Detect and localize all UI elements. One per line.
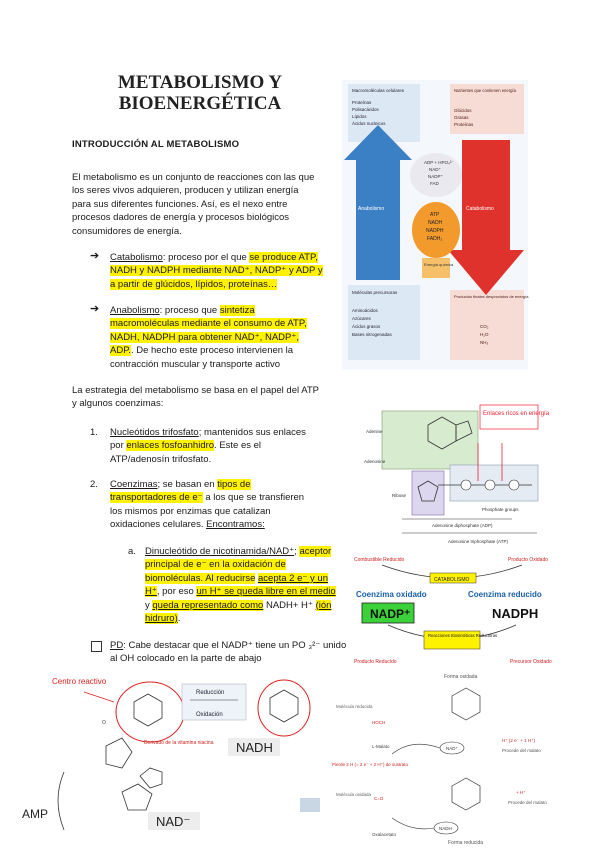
item-a-text-5: . <box>177 613 181 625</box>
item-2-term: Coenzimas <box>110 479 158 490</box>
forma-reducida-label: Forma reducida <box>448 840 484 846</box>
svg-text:NADH: NADH <box>439 826 452 831</box>
item-a-underline-3: queda representado como <box>152 599 264 611</box>
adenine-box <box>382 411 478 469</box>
nad-label: NAD⁻ <box>156 814 191 829</box>
catabolismo-text: : proceso por el que <box>162 252 250 263</box>
item-1-number: 1. <box>90 427 98 438</box>
reactive-center-circle <box>258 680 310 736</box>
note-checkbox[interactable] <box>91 641 102 652</box>
product-reduced-label: Producto Reducido <box>354 659 397 665</box>
macro-item: Proteínas <box>352 100 372 105</box>
cofactor-label: FADH₂ <box>427 236 443 242</box>
item-a-underline-1: acepta 2 e⁻ y un H⁺ <box>145 572 328 598</box>
item-1-text: ; mantenidos sus enlaces por <box>110 427 306 452</box>
product-item: CO₂ <box>480 324 489 329</box>
coenzyme-oxidized-label: Coenzima oxidado <box>356 590 427 599</box>
energy-label-box <box>480 405 538 429</box>
nad-ring-icon <box>452 688 480 720</box>
intro-paragraph: El metabolismo es un conjunto de reacciones con las que los seres vivos adquieren, producen y utilizan energía para sus diferentes funciones. Así, es el nexo entre procesos dadores de energía y procesos biológicos consumidores de energía. <box>72 172 315 237</box>
catabolismo-highlight: se produce ATP, NADH y NADPH mediante NAD⁺, NADP⁺ y ADP y a partir de glúcidos, lípidos, proteínas… <box>110 252 323 290</box>
ribose-ring-icon <box>106 738 132 768</box>
title-line-1: METABOLISMO Y <box>117 72 283 93</box>
adenine-label: Adenine <box>366 429 383 434</box>
precursors-box <box>348 285 420 360</box>
reactions-label: Reacciones Biosintéticas Reductoras <box>428 633 498 638</box>
centro-reactivo-label: Centro reactivo <box>52 677 107 686</box>
product-item: H₂O <box>480 332 489 337</box>
note-tag: PD <box>110 640 124 651</box>
atp-structure-figure <box>362 403 550 548</box>
fuel-reduced-label: Combustible Reducido <box>354 557 405 563</box>
phosphate-p-icon <box>485 480 495 490</box>
item-a-underline-2: un H⁺ se queda libre en el medio <box>196 586 336 598</box>
cofactor-label: FAD <box>430 181 439 186</box>
item-a-text: ; <box>294 546 300 557</box>
catabolismo-term: Catabolismo <box>110 252 163 263</box>
item-2-text-2: a los que se transfieren los mismos por enzimas que catalizan oxidaciones celulares. <box>110 492 305 531</box>
svg-text:O: O <box>102 720 106 726</box>
item-1-highlight: enlaces fosfoanhidro <box>126 440 215 452</box>
cofactor-label: NADP⁺ <box>428 174 443 179</box>
item-2-encontramos: Encontramos: <box>206 519 265 531</box>
metabolism-overview-figure <box>342 80 528 370</box>
energy-label: Enlaces ricos en energía <box>483 411 550 417</box>
item-2-highlight: tipos de transportadores de e⁻ <box>110 479 251 504</box>
amp-bracket <box>58 772 64 830</box>
adenine-ring-icon <box>140 768 162 788</box>
nadph-label: NADPH <box>492 606 539 621</box>
pierde-label: Pierde 2 H (= 2 e⁻ + 2 H⁺) de sustrato <box>332 762 409 767</box>
mas-h-label: + H⁺ <box>516 790 526 795</box>
coenzyme-reduced-label: Coenzima reducido <box>468 590 542 599</box>
strategy-paragraph: La estrategia del metabolismo se basa en el papel del ATP y algunos coenzimas: <box>72 385 319 410</box>
catabolism-label: CATABOLISMO <box>434 577 470 583</box>
precursor-item: Aminoácidos <box>352 308 378 313</box>
adenosine-label: Adenosine <box>364 459 386 464</box>
ribose-label: Ribose <box>392 493 407 498</box>
cofactor-label: NADH <box>428 220 443 226</box>
item-1-text-2: . Este es el ATP/adenosín trifosfato. <box>110 440 262 465</box>
catabolismo-item <box>110 251 324 291</box>
svg-text:C=O: C=O <box>374 796 384 801</box>
nadh-ring-icon <box>452 778 480 810</box>
oxidacion-label: Oxidación <box>196 712 223 718</box>
cofactor-label: NAD⁺ <box>429 167 441 172</box>
anabolismo-text: : proceso que <box>159 305 220 316</box>
cofactor-label: NADPH <box>426 228 444 234</box>
reaction-arrow <box>392 818 434 829</box>
ribose-box <box>412 471 444 515</box>
adenine-ribose-ring-icon <box>122 784 152 810</box>
reactive-center-circle <box>116 682 184 742</box>
anabolismo-highlight: sintetiza macromoléculas mediante el consumo de ATP, NADH, NADPH para obtener NAD⁺, NADP⁺, ADP. <box>110 305 307 357</box>
note-paragraph <box>110 639 350 666</box>
item-a-text-3: y <box>145 599 153 611</box>
cofactor-label: ATP <box>430 212 440 218</box>
arrow-bullet-icon: ➔ <box>90 250 100 262</box>
reaction-arrow <box>392 744 440 754</box>
oxalacetato-label: Oxalacetato <box>372 832 397 837</box>
item-a-text-4: NADH+ H⁺ <box>263 599 316 611</box>
item-1 <box>110 426 306 466</box>
hydride-label: H⁺ (2 e⁻ + 1 H⁺) <box>502 738 536 743</box>
molecula-oxidada-label: Molécula oxidada <box>336 792 372 797</box>
phosphate-p-icon <box>509 480 519 490</box>
macro-item: Polisacáridos <box>352 107 379 112</box>
reduced-ring-icon <box>270 690 298 722</box>
item-1-term: Nucleótidos trifosfato <box>110 427 199 438</box>
precursor-oxidized-label: Precursor Oxidado <box>510 659 552 665</box>
nutrients-label: Nutrientes que contienen energía <box>454 88 516 93</box>
product-oxidized-label: Producto Oxidado <box>508 557 549 563</box>
item-2-number: 2. <box>90 479 98 490</box>
cofactor-label: ADP + HPO₄²⁻ <box>424 160 454 165</box>
item-2 <box>110 478 310 532</box>
anabolismo-text-2: . De hecho este proceso intervienen la contracción muscular y transporte activo <box>110 345 294 370</box>
anabolismo-label: Anabolismo <box>358 206 385 212</box>
forma-oxidada-label: Forma oxidada <box>444 674 478 680</box>
procede-label: Procede del malato <box>502 748 541 753</box>
item-a-underline-4: (ión hidruro) <box>145 599 332 625</box>
macro-item: Lípidos <box>352 114 367 119</box>
energy-label: Energía química <box>424 262 454 267</box>
item-2-text: ; se basan en <box>157 479 218 490</box>
catabolismo-label: Catabolismo <box>466 206 494 212</box>
precursor-item: Bases nitrogenadas <box>352 332 392 337</box>
item-a <box>145 545 340 625</box>
page-title <box>100 72 300 114</box>
phosphate-label: Phosphate groups <box>482 507 519 512</box>
item-a-highlight: aceptor principal de e⁻ en la oxidación de biomoléculas. Al reducirse <box>145 546 332 584</box>
svg-text:HOCH: HOCH <box>372 720 386 725</box>
procede-label-2: Procede del malato <box>508 800 547 805</box>
atp-label: Adenosine triphosphate (ATP) <box>448 539 508 544</box>
products-label: Productos finales desprovistos de energía <box>454 294 529 299</box>
energy-box <box>422 258 450 278</box>
arrow-bullet-icon: ➔ <box>90 303 100 315</box>
precursor-item: Ácidos grasos <box>352 324 381 329</box>
svg-text:NAD⁺: NAD⁺ <box>446 746 458 751</box>
nadp-cycle-figure <box>352 551 552 669</box>
reduccion-label: Reducción <box>196 690 225 696</box>
title-line-2: BIOENERGÉTICA <box>118 93 282 114</box>
nutrient-item: Proteínas <box>454 122 474 127</box>
malate-oxidation-figure <box>332 668 577 846</box>
precursors-label: Moléculas precursoras <box>352 290 398 295</box>
macro-label: Macromoléculas celulares <box>352 88 405 93</box>
molecula-reducida-label: Molécula reducida <box>336 704 373 709</box>
macro-item: Ácidos nucleicos <box>352 121 386 126</box>
nutrient-item: Grasas <box>454 115 469 120</box>
nadh-label: NADH <box>236 740 273 755</box>
item-a-term: Dinucleótido de nicotinamida/NAD⁺ <box>145 546 295 557</box>
derivado-label: Derivado de la vitamina niacina <box>144 740 214 746</box>
section-heading: INTRODUCCIÓN AL METABOLISMO <box>72 139 240 150</box>
centro-pointer <box>84 692 114 702</box>
nadp-label: NADP⁺ <box>370 607 411 621</box>
adp-label: Adenosine diphosphate (ADP) <box>432 523 493 528</box>
note-text: : Cabe destacar que el NADP⁺ tiene un PO ₃²⁻ unido al OH colocado en la parte de abajo <box>110 640 347 665</box>
decorative-square <box>300 798 320 812</box>
nad-structure-figure <box>22 672 322 842</box>
product-item: NH₃ <box>480 340 489 345</box>
precursor-item: Azúcares <box>352 316 371 321</box>
amp-label: AMP <box>22 807 49 821</box>
phosphate-p-icon <box>461 480 471 490</box>
l-malato-label: L-Malato <box>372 744 390 749</box>
anabolismo-item <box>110 304 324 371</box>
item-a-letter: a. <box>128 546 136 557</box>
item-a-text-2: , por eso <box>156 586 197 598</box>
nutrient-item: Glúcidos <box>454 108 472 113</box>
nicotinamide-ring-icon <box>134 694 162 726</box>
anabolismo-term: Anabolismo <box>110 305 160 316</box>
